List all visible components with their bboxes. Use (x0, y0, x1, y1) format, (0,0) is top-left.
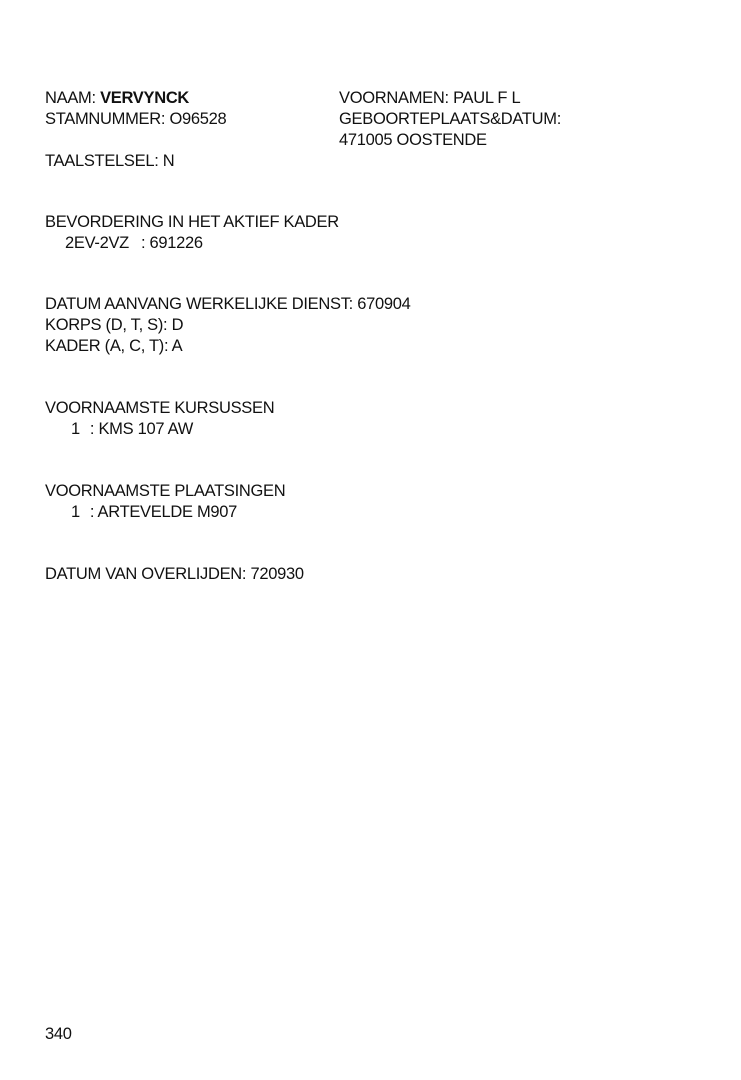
overlijden: DATUM VAN OVERLIJDEN: 720930 (45, 565, 304, 583)
voornamen-line (339, 88, 520, 109)
naam-value: VERVYNCK (100, 89, 190, 107)
bevordering-heading: BEVORDERING IN HET AKTIEF KADER (45, 213, 339, 231)
plaatsing-item (45, 502, 237, 523)
geboorte-value (339, 130, 487, 151)
geboorte-label-text: GEBOORTEPLAATS&DATUM: (339, 110, 561, 128)
voornamen-label: VOORNAMEN: (339, 89, 449, 107)
taalstelsel-label: TAALSTELSEL: (45, 152, 159, 170)
stamnummer-value: O96528 (169, 110, 227, 128)
geboorte-value-text: 471005 OOSTENDE (339, 131, 487, 149)
stamnummer-line (45, 109, 226, 130)
taalstelsel-line (45, 151, 174, 172)
bevordering-entry (45, 233, 203, 254)
stamnummer-label: STAMNUMMER: (45, 110, 166, 128)
plaatsingen-heading: VOORNAAMSTE PLAATSINGEN (45, 482, 286, 500)
kursus-item-text: : KMS 107 AW (89, 420, 193, 438)
geboorte-label (339, 109, 561, 130)
kader: KADER (A, C, T): A (45, 337, 183, 355)
korps: KORPS (D, T, S): D (45, 316, 184, 334)
taalstelsel-value: N (162, 152, 175, 170)
naam-label: NAAM: (45, 89, 96, 107)
aanvang-dienst: DATUM AANVANG WERKELIJKE DIENST: 670904 (45, 295, 411, 313)
plaatsing-item-num: 1 (71, 503, 80, 521)
kursussen-heading: VOORNAAMSTE KURSUSSEN (45, 399, 275, 417)
naam-line (45, 88, 189, 109)
bevordering-rank: 2EV-2VZ (65, 234, 129, 252)
page-number: 340 (45, 1025, 72, 1043)
plaatsing-item-text: : ARTEVELDE M907 (89, 503, 238, 521)
kursus-item-num: 1 (71, 420, 80, 438)
kursus-item (45, 419, 193, 440)
voornamen-value: PAUL F L (453, 89, 521, 107)
bevordering-date: : 691226 (140, 234, 203, 252)
